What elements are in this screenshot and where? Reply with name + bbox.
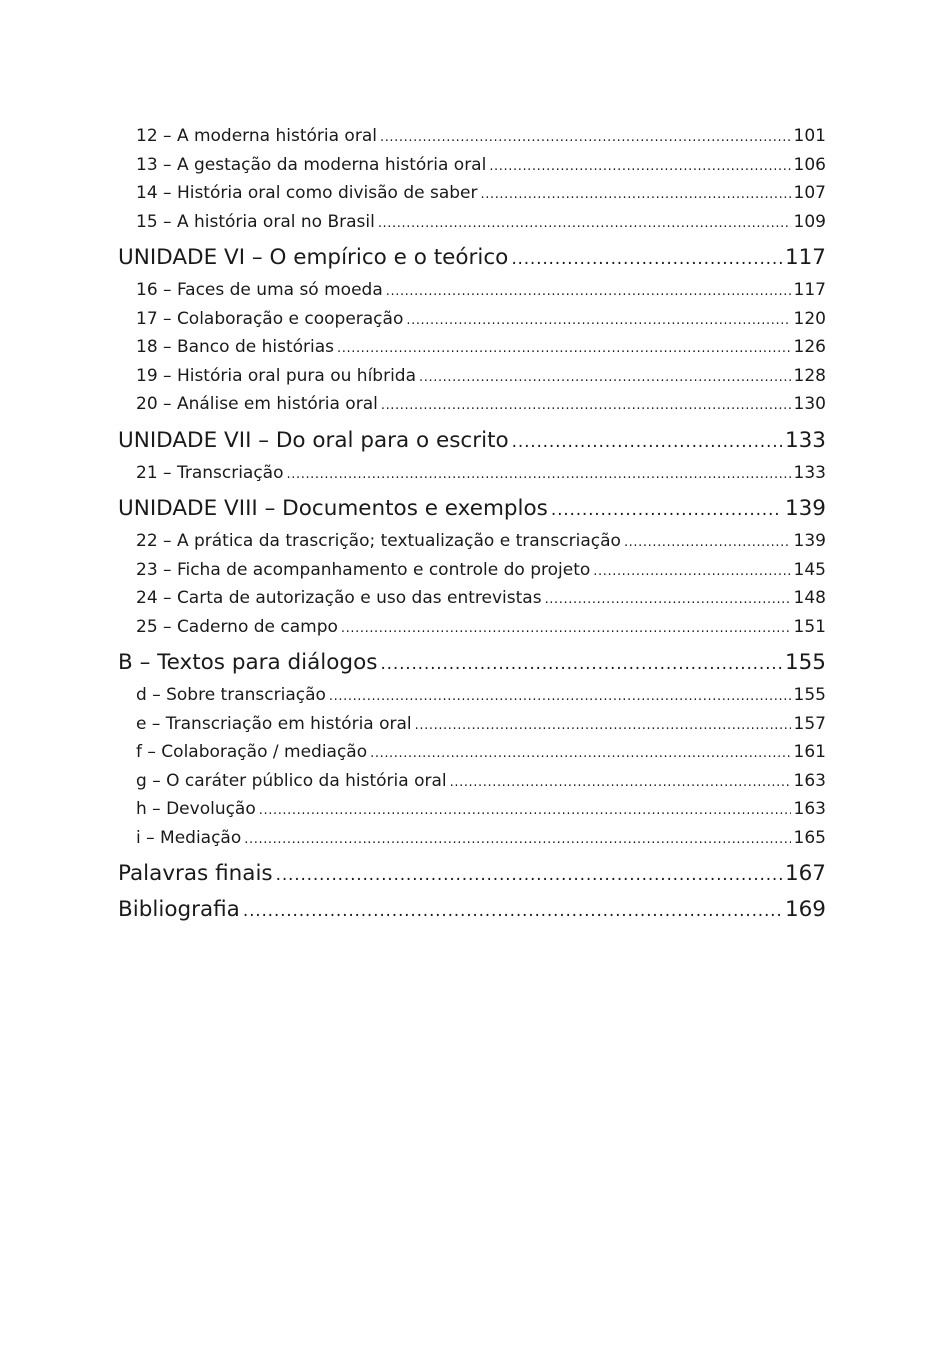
dot-leader xyxy=(511,241,782,277)
dot-leader xyxy=(489,153,790,182)
toc-entry-page: 165 xyxy=(793,827,826,848)
dot-leader xyxy=(381,392,791,421)
toc-entry-title: 14 – História oral como divisão de saber xyxy=(136,183,478,203)
toc-unit-title: UNIDADE VIII – Documentos e exemplos xyxy=(118,496,548,521)
toc-entry-d[interactable] xyxy=(118,681,826,710)
dot-leader xyxy=(419,364,791,393)
toc-entry-title: 16 – Faces de uma só moeda xyxy=(136,280,383,300)
toc-entry-12[interactable] xyxy=(118,122,826,151)
toc-entry-page: 161 xyxy=(793,742,826,762)
toc-entry-22[interactable] xyxy=(118,527,826,556)
toc-entry-page: 106 xyxy=(793,154,826,175)
dot-leader xyxy=(593,558,790,587)
toc-unit-title: UNIDADE VII – Do oral para o escrito xyxy=(118,427,509,453)
toc-entry-title: 21 – Transcriação xyxy=(136,462,284,483)
toc-entry-title: 17 – Colaboração e cooperação xyxy=(136,308,404,329)
toc-unit-page: 133 xyxy=(784,427,826,453)
toc-unit-title: B – Textos para diálogos xyxy=(118,650,378,675)
toc-section-b[interactable] xyxy=(118,645,826,681)
toc-entry-title: 15 – A história oral no Brasil xyxy=(136,211,375,232)
toc-entry-19[interactable] xyxy=(118,362,826,391)
toc-unit-page: 139 xyxy=(784,496,826,521)
toc-entry-title: f – Colaboração / mediação xyxy=(136,742,368,762)
toc-entry-16[interactable] xyxy=(118,276,826,305)
toc-entry-title: 24 – Carta de autorização e uso das entrevistas xyxy=(136,588,542,608)
toc-entry-25[interactable] xyxy=(118,613,826,642)
toc-entry-e[interactable] xyxy=(118,710,826,739)
toc-entry-h[interactable] xyxy=(118,795,826,824)
toc-entry-page: 126 xyxy=(793,337,826,357)
dot-leader xyxy=(380,646,782,682)
table-of-contents xyxy=(118,122,826,928)
toc-entry-title: 19 – História oral pura ou híbrida xyxy=(136,365,417,386)
toc-unit-vi[interactable] xyxy=(118,240,826,276)
dot-leader xyxy=(378,210,791,239)
toc-entry-17[interactable] xyxy=(118,305,826,334)
dot-leader xyxy=(481,181,791,210)
toc-unit-page: 167 xyxy=(784,861,826,886)
toc-entry-20[interactable] xyxy=(118,390,826,419)
toc-entry-i[interactable] xyxy=(118,824,826,853)
toc-entry-page: 148 xyxy=(793,588,826,608)
toc-entry-15[interactable] xyxy=(118,208,826,237)
toc-entry-page: 101 xyxy=(793,126,826,146)
dot-leader xyxy=(406,307,790,336)
toc-unit-page: 117 xyxy=(784,245,826,270)
toc-entry-page: 151 xyxy=(793,616,826,637)
toc-entry-title: 20 – Análise em história oral xyxy=(136,394,378,414)
toc-entry-page: 109 xyxy=(793,211,826,232)
toc-entry-page: 133 xyxy=(793,462,826,483)
toc-entry-13[interactable] xyxy=(118,151,826,180)
dot-leader xyxy=(624,529,791,558)
toc-entry-page: 128 xyxy=(793,365,826,386)
toc-entry-page: 157 xyxy=(793,713,826,734)
toc-unit-page: 155 xyxy=(784,650,826,675)
toc-entry-page: 139 xyxy=(793,531,826,551)
toc-entry-page: 155 xyxy=(793,685,826,705)
toc-unit-vii[interactable] xyxy=(118,423,826,459)
dot-leader xyxy=(512,424,782,460)
dot-leader xyxy=(329,683,791,712)
toc-entry-title: e – Transcriação em história oral xyxy=(136,713,412,734)
toc-entry-title: h – Devolução xyxy=(136,799,256,819)
toc-entry-title: 22 – A prática da trascrição; textualização e transcriação xyxy=(136,531,621,551)
dot-leader xyxy=(551,492,782,528)
toc-entry-21[interactable] xyxy=(118,459,826,488)
toc-entry-title: 25 – Caderno de campo xyxy=(136,616,338,637)
toc-unit-page: 169 xyxy=(784,897,826,922)
toc-entry-24[interactable] xyxy=(118,584,826,613)
dot-leader xyxy=(287,461,791,490)
dot-leader xyxy=(341,615,791,644)
dot-leader xyxy=(545,586,791,615)
dot-leader xyxy=(244,826,790,855)
toc-entry-page: 117 xyxy=(793,280,826,300)
toc-entry-title: 12 – A moderna história oral xyxy=(136,126,377,146)
toc-entry-g[interactable] xyxy=(118,767,826,796)
toc-unit-viii[interactable] xyxy=(118,491,826,527)
toc-palavras-finais[interactable] xyxy=(118,856,826,892)
dot-leader xyxy=(276,857,782,893)
toc-entry-title: d – Sobre transcriação xyxy=(136,685,326,705)
toc-entry-page: 163 xyxy=(793,799,826,819)
toc-entry-title: 13 – A gestação da moderna história oral xyxy=(136,154,487,175)
toc-entry-page: 145 xyxy=(793,559,826,580)
dot-leader xyxy=(380,124,791,153)
toc-unit-title: Bibliografia xyxy=(118,897,240,922)
toc-unit-title: UNIDADE VI – O empírico e o teórico xyxy=(118,245,509,270)
toc-entry-18[interactable] xyxy=(118,333,826,362)
dot-leader xyxy=(386,278,791,307)
dot-leader xyxy=(370,740,790,769)
toc-entry-title: 23 – Ficha de acompanhamento e controle do projeto xyxy=(136,559,591,580)
toc-entry-page: 107 xyxy=(793,183,826,203)
dot-leader xyxy=(337,335,791,364)
toc-entry-f[interactable] xyxy=(118,738,826,767)
toc-entry-23[interactable] xyxy=(118,556,826,585)
dot-leader xyxy=(243,893,782,929)
toc-unit-title: Palavras finais xyxy=(118,861,273,886)
toc-entry-title: i – Mediação xyxy=(136,827,242,848)
toc-entry-title: g – O caráter público da história oral xyxy=(136,770,447,791)
toc-bibliografia[interactable] xyxy=(118,892,826,928)
toc-entry-title: 18 – Banco de histórias xyxy=(136,337,335,357)
toc-entry-page: 120 xyxy=(793,308,826,329)
dot-leader xyxy=(415,712,791,741)
dot-leader xyxy=(450,769,791,798)
toc-entry-14[interactable] xyxy=(118,179,826,208)
toc-entry-page: 130 xyxy=(793,394,826,414)
toc-entry-page: 163 xyxy=(793,770,826,791)
dot-leader xyxy=(259,797,791,826)
